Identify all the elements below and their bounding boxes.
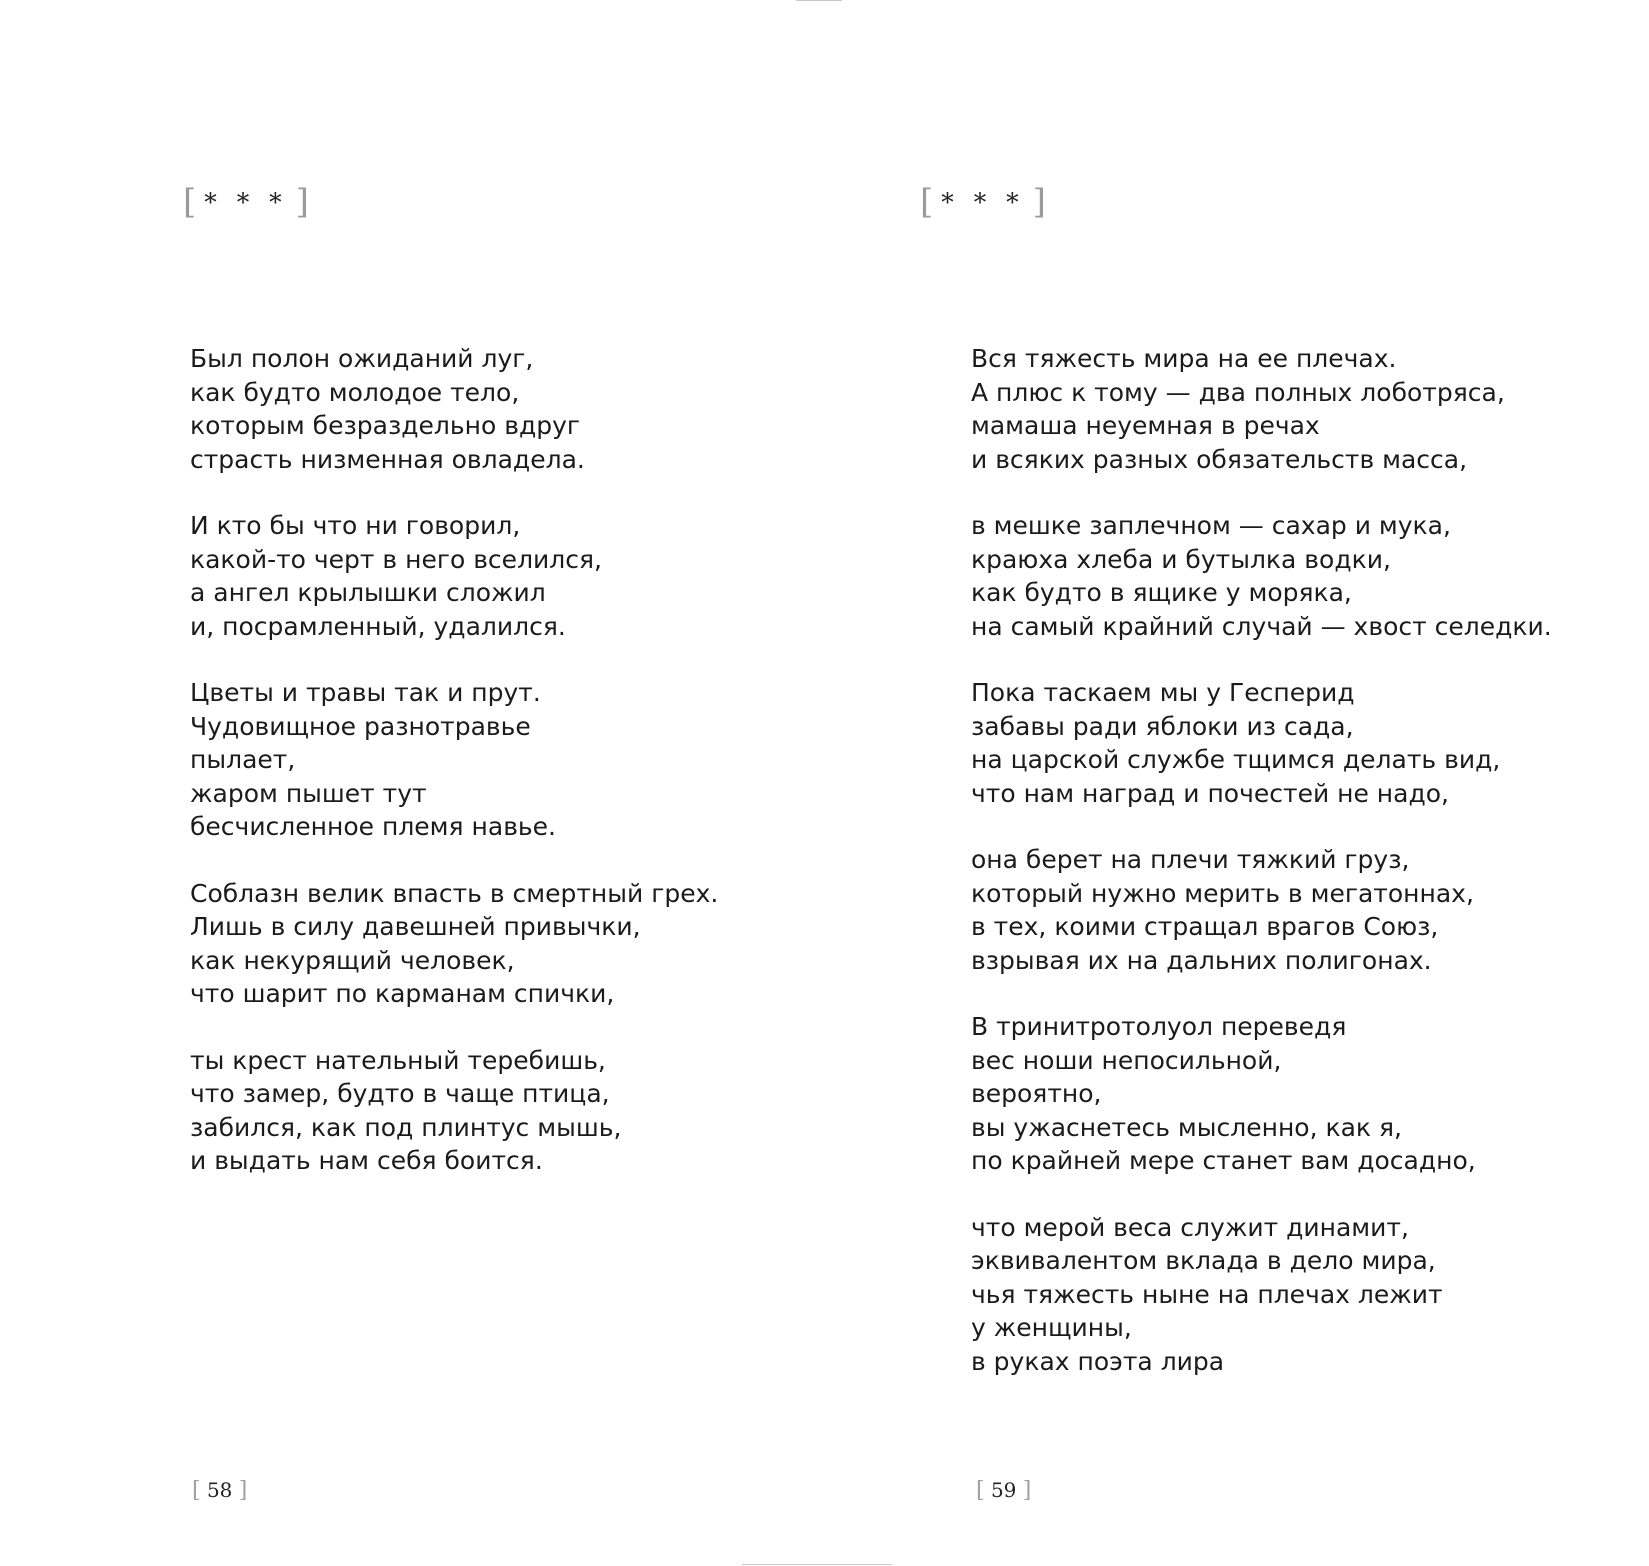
poem-line: по крайней мере станет вам досадно, <box>971 1146 1476 1175</box>
page-number <box>976 1478 1031 1503</box>
poem-line: на царской службе тщимся делать вид, <box>971 745 1501 774</box>
poem-line: что шарит по карманам спички, <box>190 979 615 1008</box>
stanza <box>190 676 718 844</box>
stanza <box>190 509 718 643</box>
poem-line: в тех, коими стращал врагов Союз, <box>971 912 1439 941</box>
poem-line: вы ужаснетесь мысленно, как я, <box>971 1112 1402 1142</box>
poem-line: которым безраздельно вдруг <box>190 411 581 440</box>
poem-line: И кто бы что ни говорил, <box>190 511 521 540</box>
poem-line: пылает, <box>190 745 296 774</box>
bracket-open: [ <box>183 182 197 222</box>
poem-line: страсть низменная овладела. <box>190 444 585 474</box>
poem-line: Был полон ожиданий луг, <box>190 344 534 373</box>
poem-line: что нам наград и почестей не надо, <box>971 778 1450 808</box>
poem-line: и выдать нам себя боится. <box>190 1146 543 1175</box>
left-page <box>0 0 824 1566</box>
poem-body <box>190 342 718 1211</box>
poem-line: и, посрамленный, удалился. <box>190 611 566 641</box>
bracket-open: [ <box>920 182 934 222</box>
bracket-open: [ <box>976 1478 985 1503</box>
bracket-close: ] <box>1022 1478 1032 1503</box>
poem-line: какой-то черт в него вселился, <box>190 544 602 574</box>
poem-body <box>971 342 1552 1411</box>
poem-line: эквивалентом вклада в дело мира, <box>971 1246 1436 1275</box>
stanza <box>971 676 1552 810</box>
bracket-close: ] <box>238 1478 248 1503</box>
poem-line: забился, как под плинтус мышь, <box>190 1112 622 1142</box>
page-number-value: 59 <box>990 1478 1017 1502</box>
poem-line: что замер, будто в чаще птица, <box>190 1079 610 1108</box>
section-marker <box>183 182 309 222</box>
poem-line: мамаша неуемная в речах <box>971 411 1320 440</box>
bracket-close: ] <box>1032 182 1046 222</box>
stanza <box>971 342 1552 476</box>
poem-line: забавы ради яблоки из сада, <box>971 711 1354 741</box>
poem-line: как будто в ящике у моряка, <box>971 578 1352 607</box>
poem-line: как некурящий человек, <box>190 945 515 975</box>
stanza <box>190 1044 718 1178</box>
bracket-open: [ <box>192 1478 201 1503</box>
section-marker <box>920 182 1046 222</box>
poem-line: В тринитротолуол переведя <box>971 1012 1347 1041</box>
poem-line: что мерой веса служит динамит, <box>971 1212 1409 1242</box>
poem-line: в руках поэта лира <box>971 1346 1225 1376</box>
poem-line: Чудовищное разнотравье <box>190 711 531 741</box>
poem-line: Лишь в силу давешней привычки, <box>190 912 641 941</box>
asterisks-label: * * * <box>204 188 288 217</box>
bracket-close: ] <box>295 182 309 222</box>
poem-line: ты крест нательный теребишь, <box>190 1045 606 1075</box>
poem-line: Вся тяжесть мира на ее плечах. <box>971 344 1397 373</box>
poem-line: А плюс к тому — два полных лоботряса, <box>971 377 1505 407</box>
page-number-value: 58 <box>206 1478 233 1502</box>
asterisks-label: * * * <box>941 188 1025 217</box>
poem-line: и всяких разных обязательств масса, <box>971 444 1468 474</box>
poem-line: в мешке заплечном — сахар и мука, <box>971 511 1451 540</box>
poem-line: взрывая их на дальних полигонах. <box>971 945 1432 975</box>
poem-line: Цветы и травы так и прут. <box>190 678 541 707</box>
poem-line: она берет на плечи тяжкий груз, <box>971 845 1410 874</box>
bottom-divider <box>742 1564 892 1565</box>
right-page <box>824 0 1649 1566</box>
stanza <box>971 509 1552 643</box>
poem-line: как будто молодое тело, <box>190 377 520 407</box>
stanza <box>971 1010 1552 1178</box>
poem-line: жаром пышет тут <box>190 778 427 808</box>
poem-line: вес ноши непосильной, <box>971 1045 1282 1075</box>
poem-line: который нужно мерить в мегатоннах, <box>971 878 1474 908</box>
poem-line: бесчисленное племя навье. <box>190 812 556 841</box>
poem-line: чья тяжесть ныне на плечах лежит <box>971 1279 1443 1309</box>
poem-line: краюха хлеба и бутылка водки, <box>971 544 1391 574</box>
stanza <box>971 1211 1552 1379</box>
stanza <box>971 843 1552 977</box>
poem-line: у женщины, <box>971 1313 1132 1342</box>
poem-line: на самый крайний случай — хвост селедки. <box>971 611 1552 641</box>
stanza <box>190 877 718 1011</box>
page-number <box>192 1478 247 1503</box>
poem-line: Пока таскаем мы у Гесперид <box>971 678 1355 707</box>
stanza <box>190 342 718 476</box>
poem-line: Соблазн велик впасть в смертный грех. <box>190 878 719 908</box>
poem-line: вероятно, <box>971 1079 1102 1108</box>
poem-line: а ангел крылышки сложил <box>190 578 546 607</box>
